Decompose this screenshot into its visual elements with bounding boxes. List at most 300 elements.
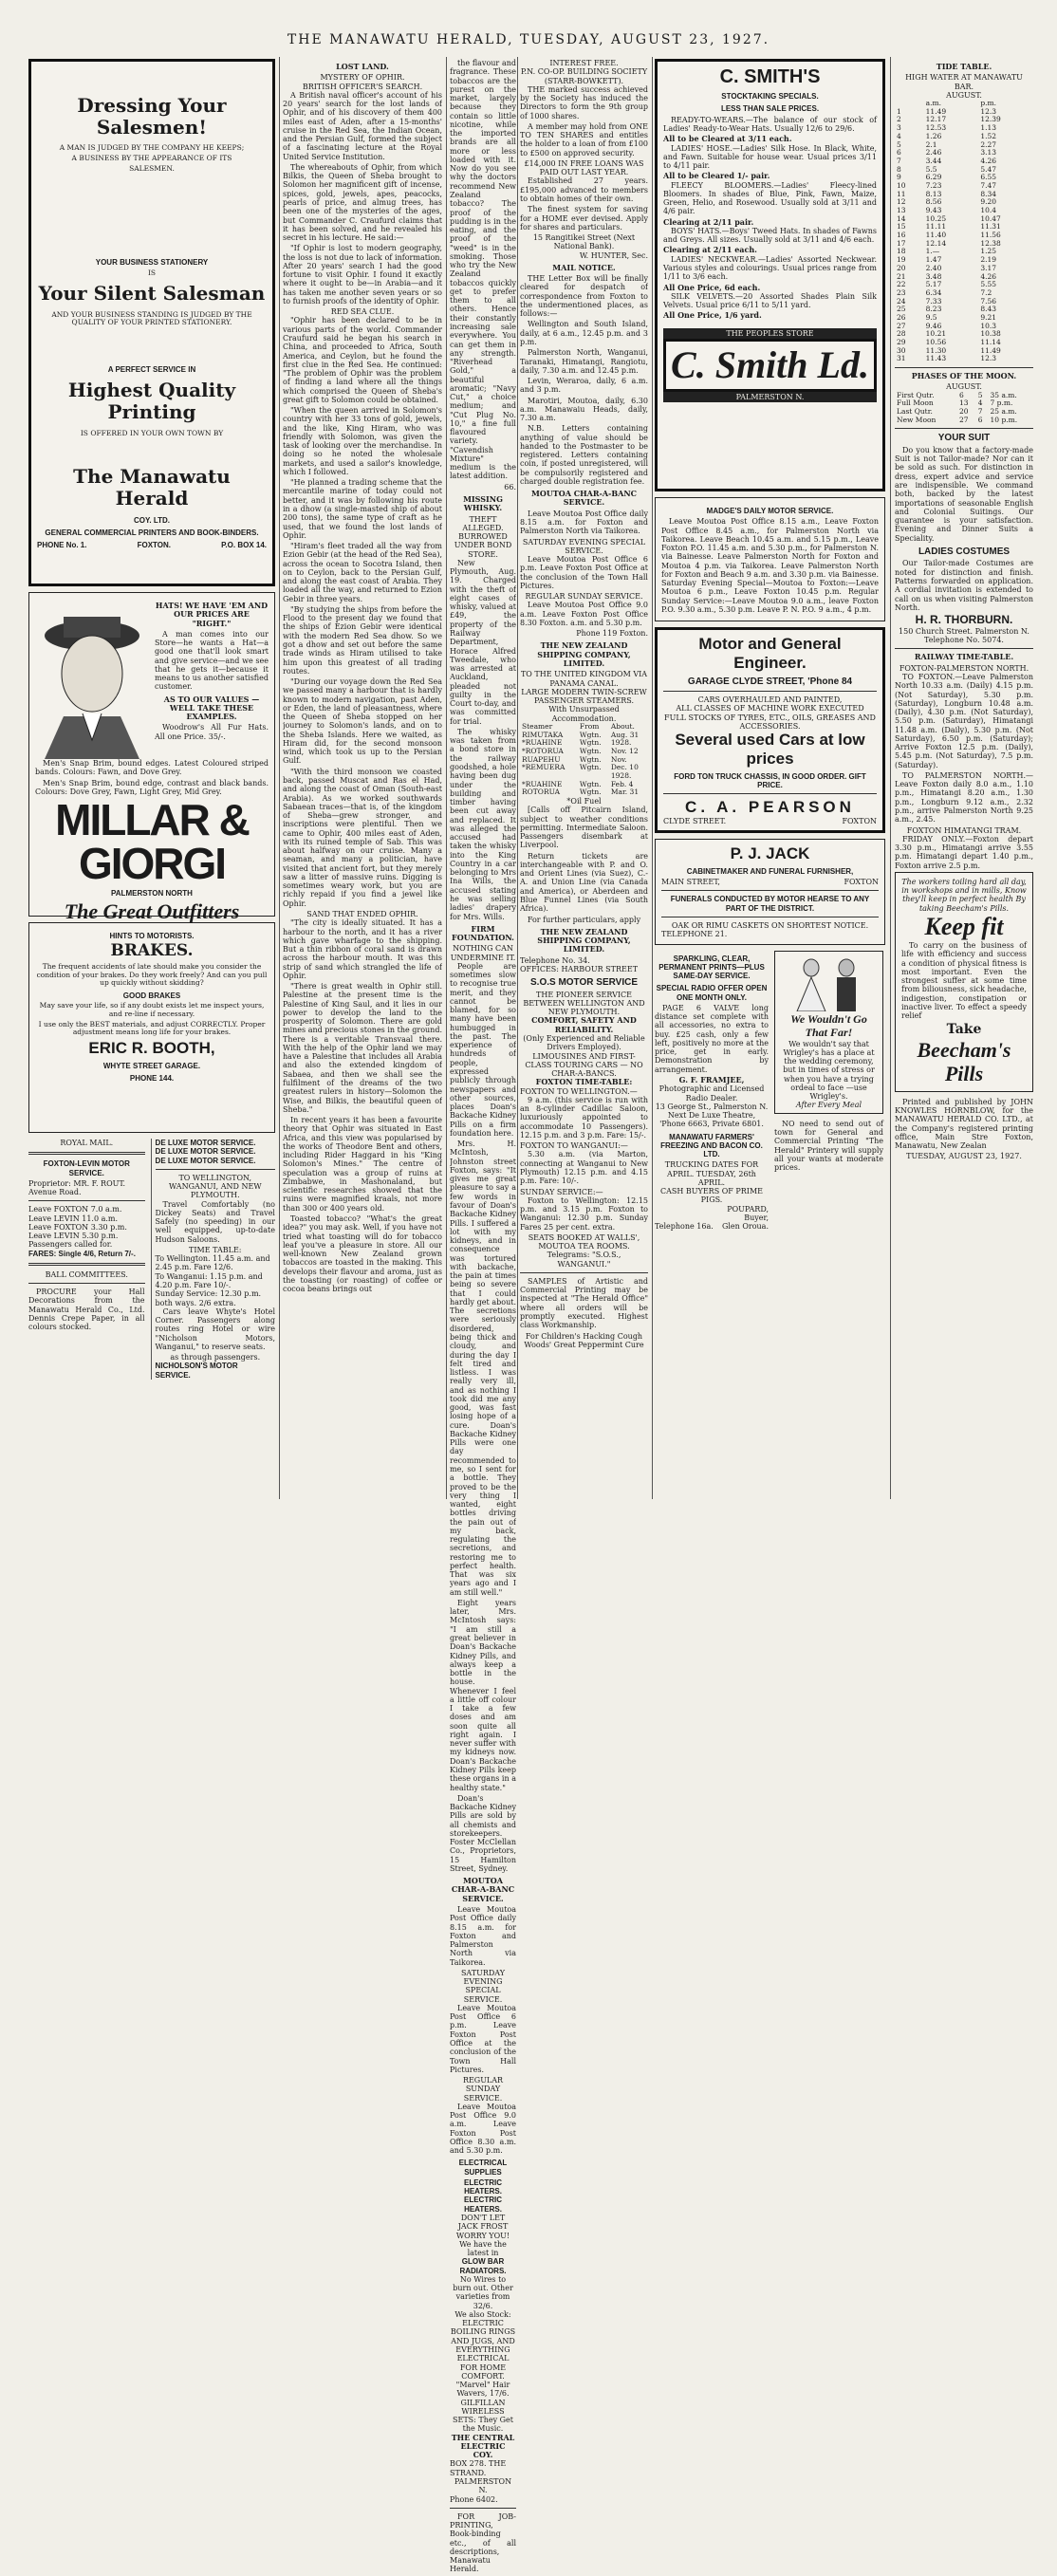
tide-cell: 12.53	[925, 123, 947, 133]
tide-cell: 1.26	[925, 131, 942, 140]
beecham-body: To carry on the business of life with efficiency and success a condition of physical fitness is most important. Even the strongest suffer at some time from biliousness, sick headache, indigestion, constipation or inactive liver. To effect a speedy relief	[901, 941, 1027, 1021]
moon-cell: 7 p.m.	[990, 398, 1013, 408]
moon-cell: 5	[977, 390, 983, 399]
moutoa-text: Leave Moutoa Post Office daily 8.15 a.m. for Foxton and Palmerston North via Taikorea.	[520, 509, 648, 536]
tide-cell: 11	[897, 189, 906, 198]
missing-whisky-heading: MISSING WHISKY.	[463, 494, 503, 513]
shipping-text: [Calls off Pitcairn Island, subject to weather conditions permitting. Intermediate Saloon. Passengers disembark at Liverpool.	[520, 806, 648, 850]
tide-row	[895, 298, 1033, 306]
brakes-heading: BRAKES.	[110, 941, 194, 961]
smith-location: PALMERSTON N.	[663, 392, 877, 402]
tide-cell: 10.56	[925, 338, 947, 346]
motor-engineer: Motor and General Engineer.	[698, 635, 842, 672]
tide-cell: 19	[897, 255, 906, 265]
fares: FARES: Single 4/6, Return 7/-.	[28, 1249, 136, 1258]
mail-text: Palmerston North, Wanganui, Taranaki, Himatangi, Rangiotu, daily, 7.30 a.m. and 12.45 p.m.	[520, 348, 648, 375]
silent-salesman: Your Silent Salesman	[38, 282, 266, 306]
farmers-poupard: POUPARD,	[727, 1204, 769, 1214]
smith-logo: C. Smith Ld.	[663, 339, 877, 392]
tide-cell: 10.3	[980, 321, 997, 330]
tide-cell: 12.39	[980, 115, 1001, 124]
is-text: IS	[147, 268, 157, 277]
man-in-hat-illustration	[35, 598, 149, 759]
sos-route-text: 9 a.m. (this service is run with an 8-cylinder Cadillac Saloon, luxuriously appointed to accommodate 10 Passengers). 12.15 p.m. and 3 p.m. Fare: 15/-.	[520, 1095, 648, 1140]
jack-town: FOXTON	[844, 878, 879, 887]
special-item: LADIES' HOSE.—Ladies' Silk Hose. In Black, White, and Fawn. Suitable for house wear. Usual prices 3/11 to 4/11 pair.	[663, 143, 877, 171]
article-paragraph: "There is great wealth in Ophir still. Palestine at the present time is the Palestine of King Saul, and it lies in our power to develop the land to the prosperity of Solomon. There are gold mines and precious stones in the ground. There is a veritable Transvaal there. With the help of the Ophir land we may have a Palestine that includes all Arabia and also the extended kingdom of Sabaea, and then we shall see the fulfilment of the dreams of the two greatest rulers in history—Solomon the Wise, and Bilkis, the beautiful queen of Sheba."	[283, 982, 442, 1114]
tide-cell: 2.46	[925, 148, 942, 158]
tide-row	[895, 306, 1033, 314]
shipping-text: Return tickets are interchangeable with P. and O. and Orient Lines (via Suez), C.-A. and Union Line (via Canada and America), or Aberdeen and Blue Funnel Lines (via South Africa).	[520, 851, 648, 914]
society-text: Established 27 years. £195,000 advanced to members to obtain homes of their own.	[520, 176, 648, 203]
farmers-phone: Telephone 16a.	[655, 1222, 714, 1232]
fl-time: Leave LEVIN 11.0 a.m.	[28, 1214, 119, 1223]
ship-cell: *ROTORUA	[522, 746, 564, 755]
tobacco-paragraph: the flavour and fragrance. These tobaccos are the purest on the market, largely because they contain so little nicotine, while the imported brands are all more or less loaded with it. Now do you see why the doctors recommend New Zealand tobacco? The proof of the pudding is in the eating, and the proof of the "weed" is in the smoking. Those who try the New Zealand tobaccos quickly get to prefer them to all others. Hence their constantly increasing sale everywhere. You can get them in any strength. "Riverhead Gold," a beautiful aromatic; "Navy Cut," a choice medium; and "Cut Plug No. 10," a fine full flavoured variety. "Cavendish Mixture" medium is the latest addition.	[450, 59, 516, 481]
moutoa-sunday: REGULAR SUNDAY SERVICE.	[525, 592, 643, 602]
moutoa-text: Leave Moutoa Post Office 6 p.m. Leave Foxton Post Office at the conclusion of the Town Hall Pictures.	[450, 2003, 516, 2074]
moon-row	[895, 417, 1033, 425]
perfect-service: A PERFECT SERVICE IN	[107, 364, 196, 374]
keep-fit: Keep fit	[924, 912, 1004, 940]
tide-cell: 5.5	[925, 164, 937, 174]
tide-col-head: a.m.	[925, 99, 942, 108]
tide-cell: 10	[897, 180, 906, 190]
moutoa-saturday: SATURDAY EVENING SPECIAL SERVICE.	[460, 1968, 506, 2004]
moon-cell: 20	[959, 406, 969, 416]
tide-cell: 17	[897, 238, 906, 248]
nz-shipping-large: LARGE MODERN TWIN-SCREW PASSENGER STEAMERS.	[521, 687, 647, 706]
herald-printing-ad	[28, 59, 275, 586]
royal-mail-heading: ROYAL MAIL.	[60, 1139, 114, 1147]
search-subheading: BRITISH OFFICER'S SEARCH.	[302, 82, 423, 91]
ship-cell: Nov. 12	[610, 746, 639, 755]
tide-cell: 1.13	[980, 123, 997, 133]
electric-heaters: ELECTRIC HEATERS. ELECTRIC HEATERS.	[464, 2178, 502, 2214]
ship-cell: 1928.	[610, 738, 632, 748]
theft-subheading: THEFT ALLEGED.	[462, 514, 504, 532]
tide-cell: 25	[897, 305, 906, 314]
herald-coy: COY. LTD.	[133, 515, 171, 525]
tide-cell: 5.55	[980, 280, 997, 289]
hats-headline: HATS! WE HAVE 'EM AND OUR PRICES ARE "RIGHT."	[155, 601, 269, 628]
job-printing: FOR JOB-PRINTING, Book-binding etc., of all descriptions, Manawatu Herald.	[450, 2511, 516, 2574]
special-item: FLEECY BLOOMERS.—Ladies' Fleecy-lined Bloomers. In shades of Blue, Pink, Fawn, Maize, Green, Helio, and Rosewood. Usually sold at 3/11 and 4/6 pair.	[663, 180, 877, 216]
beecham-take: Take	[946, 1022, 982, 1038]
tide-cell: 7.33	[925, 296, 942, 306]
no-wires: No Wires to burn out. Other varieties from 32/6.	[453, 2274, 513, 2310]
tide-cell: 27	[897, 321, 906, 330]
column-1	[28, 59, 275, 1492]
mail-text: THE Letter Box will be finally cleared for despatch of correspondence from Foxton to the undermentioned places, as follows:—	[520, 274, 648, 319]
dressing-line: A MAN IS JUDGED BY THE COMPANY HE KEEPS;	[59, 143, 245, 153]
deluxe-through: as through passengers.	[170, 1353, 261, 1362]
tide-cell: 5.17	[925, 280, 942, 289]
tide-cell: 3.13	[980, 148, 997, 158]
jack-caskets: OAK OR RIMU CASKETS ON SHORTEST NOTICE.	[671, 921, 869, 931]
imprint-date: TUESDAY, AUGUST 23, 1927.	[906, 1152, 1022, 1161]
special-price: All to be Cleared 1/- pair.	[663, 171, 770, 181]
tide-cell: 18	[897, 247, 906, 256]
sos-route: FOXTON TO WANGANUI:—	[520, 1141, 628, 1151]
tide-cell: 5.47	[980, 164, 997, 174]
suit-heading: YOUR SUIT	[937, 433, 991, 444]
article-paragraph: "The city is ideally situated. It has a harbour to the north, and it has a river which gave wharfage to the shipping. But a thin ribbon of coral sand is drawn across the harbour mouth. It was this strip of sand which strangled the life of Ophir.	[283, 918, 442, 980]
pearson-service: FULL STOCKS OF TYRES, ETC., OILS, GREASES AND ACCESSORIES.	[664, 713, 876, 732]
column-rule	[279, 57, 280, 1499]
article-paragraph: "He planned a trading scheme that the mercantile marine of today could not better, and it was by following his route in a dhow (a single-masted ship of about 200 tons), the same type of craft as he used, that we found the lost lands of Ophir.	[283, 478, 442, 540]
tide-cell: 1	[897, 106, 901, 116]
article-paragraph: New Plymouth, Aug. 19. Charged with the theft of eight cases of whisky, valued at £49, the property of the Railway Department, Horace Alfred Tweedale, who was arrested at Auckland, pleaded not guilty in the Court to-day, and was committed for trial.	[450, 558, 516, 726]
sos-heading: S.O.S MOTOR SERVICE	[530, 977, 638, 989]
ball-committees: BALL COMMITTEES.	[45, 1269, 128, 1279]
tide-cell: 23	[897, 287, 906, 297]
moon-cell: New Moon	[897, 415, 936, 424]
society-free-loans: £14,000 IN FREE LOANS WAS PAID OUT LAST YEAR.	[524, 158, 644, 177]
beecham-verse: The workers toiling hard all day, in workshops and in mills, Know they'll keep in perfect health By taking Beecham's Pills.	[901, 877, 1027, 913]
tide-cell: 3	[897, 123, 901, 133]
offered-text: IS OFFERED IN YOUR OWN TOWN BY	[80, 428, 224, 437]
ship-cell: ROTORUA	[522, 788, 561, 797]
article-paragraph: "If Ophir is lost to modern geography, the loss is not due to lack of information. After 20 years' search I had the good fortune to visit Ophir. I found it exactly where it ought to be—in Arabia—and it has taken me another seven years or so to furnish proofs of the identity of Ophir.	[283, 244, 442, 306]
brakes-body-3: I use only the BEST materials, and adjust CORRECTLY. Proper adjustment means long life for your brakes.	[38, 1019, 266, 1037]
ship-cell: RIMUTAKA	[522, 730, 564, 739]
tide-cell: 12	[897, 197, 906, 207]
good-brakes: GOOD BRAKES	[122, 991, 181, 1001]
thorburn-name: H. R. THORBURN.	[915, 613, 1013, 627]
moutoa-heading: MOUTOA CHAR-A-BANC SERVICE.	[451, 1876, 515, 1903]
column-5	[655, 59, 885, 1492]
special-price: All One Price, 1/6 yard.	[663, 310, 762, 321]
tide-cell: 3.17	[980, 263, 997, 272]
society-address: 15 Rangitikei Street (Next National Bank).	[532, 233, 636, 251]
tide-cell: 2	[897, 115, 901, 124]
tide-cell: 7.56	[980, 296, 997, 306]
deluxe-body: Travel Comfortably (no Dickey Seats) and Travel Safely (no speeding) in our well equipped, up-to-date Hudson Saloons.	[155, 1199, 275, 1244]
moon-cell: Full Moon	[897, 398, 934, 408]
snap-brim-1: Men's Snap Brim, bound edges. Latest Coloured striped bands. Colours: Fawn, and Dove Grey.	[35, 759, 269, 777]
foxton-levin-heading: FOXTON-LEVIN MOTOR SERVICE.	[43, 1159, 130, 1177]
tide-cell: 7.47	[980, 180, 997, 190]
masthead: THE MANAWATU HERALD, TUESDAY, AUGUST 23, 1927.	[287, 32, 770, 47]
mail-text: N.B. Letters containing anything of value should be handed to the Postmaster to be registered. Letters containing coin, if posted unregistered, will be compulsorily registered and charged double registration fee.	[520, 424, 648, 486]
tide-row	[895, 232, 1033, 240]
tide-row	[895, 158, 1033, 166]
deluxe-wanganui: To Wanganui: 1.15 p.m. and 4.20 p.m. Fare 10/-.	[155, 1271, 263, 1289]
moon-month: AUGUST.	[946, 382, 982, 392]
article-paragraph: "Ophir has been declared to be in various parts of the world. Commander Craufurd said he began his search in China, and proceeded to Africa, South America, and Ceylon, but he found the first clue in the Red Sea. He continued: "The problem of Ophir was the problem of finding a land where all the things which comprised the Queen of Sheba's great gift to Solomon could be obtained.	[283, 316, 442, 404]
tide-cell: 20	[897, 263, 906, 272]
tide-cell: 6.34	[925, 287, 942, 297]
tide-row	[895, 198, 1033, 207]
tide-cell: 10.25	[925, 213, 947, 223]
madge-heading: MADGE'S DAILY MOTOR SERVICE.	[706, 507, 834, 515]
tide-month: AUGUST.	[946, 90, 982, 100]
fl-time: Leave LEVIN 5.30 p.m.	[28, 1232, 119, 1241]
tide-cell: 2.1	[925, 139, 937, 149]
deluxe-cars-leave: Cars leave Whyte's Hotel Corner. Passengers along routes ring Hotel or wire "Nicholson Motors, Wanganui," to reserve seats.	[155, 1307, 275, 1351]
sos-route: SUNDAY SERVICE:—	[520, 1187, 603, 1196]
deluxe-routes: TO WELLINGTON, WANGANUI, AND NEW PLYMOUTH.	[168, 1173, 262, 1200]
high-water: HIGH WATER AT MANAWATU BAR.	[905, 73, 1023, 91]
dressing-title: Dressing Your Salesmen!	[77, 94, 227, 139]
ship-cell: Wgtn.	[579, 754, 602, 764]
fl-time: Leave FOXTON 3.30 p.m.	[28, 1222, 127, 1232]
beecham-ad	[895, 872, 1033, 1092]
moon-cell: 27	[959, 415, 969, 424]
friday-service: FRIDAY ONLY.—Foxton depart 3.30 p.m., Himatangi arrive 3.55 p.m. Himatangi depart 1.40 p.m., Foxton arrive 2.5 p.m.	[895, 834, 1033, 870]
radio-offer: SPECIAL RADIO OFFER OPEN ONE MONTH ONLY.	[656, 984, 768, 1002]
moon-heading: PHASES OF THE MOON.	[911, 371, 1017, 381]
society-text: THE marked success achieved by the Society has induced the Directors to form the 9th group of 1000 shares.	[520, 84, 648, 120]
tide-table	[895, 100, 1033, 363]
ship-cell: Nov.	[610, 754, 627, 764]
tide-cell: 11.30	[925, 345, 947, 355]
article-paragraph: The whereabouts of Ophir, from which Bilkis, the Queen of Sheba brought to Solomon her magnificent gift of incense, spices, gold, jewels, apes, peacocks, pearls of price, and almug trees, has been one of the mysteries of the ages, but Commander C. Craufurd claims that it has been solved, and he revealed his secret in his lecture. He said:—	[283, 162, 442, 243]
article-paragraph: People are sometimes slow to recognise true merit, and they cannot be blamed, for so many have been humbugged in the past. The experience of hundreds of people, expressed publicly through newspapers and other sources, places Doan's Backache Kidney Pills on a firm foundation here.	[450, 961, 516, 1138]
used-cars: Several used Cars at low prices	[675, 731, 865, 768]
jack-phone: TELEPHONE 21.	[661, 930, 728, 939]
special-price: All One Price, 6d each.	[663, 282, 761, 292]
mail-text: Marotiri, Moutoa, daily, 6.30 a.m. Manawaiu Heads, daily, 7.30 a.m.	[520, 396, 648, 423]
tide-cell: 9.21	[980, 312, 997, 322]
tide-row	[895, 207, 1033, 215]
tide-row	[895, 248, 1033, 256]
jack-frost: DON'T LET JACK FROST WORRY YOU!	[455, 2214, 510, 2240]
tide-row	[895, 223, 1033, 232]
ship-table	[520, 723, 648, 797]
sos-text: LIMOUSINES AND FIRST-CLASS TOURING CARS — NO CHAR-A-BANCS.	[525, 1051, 643, 1079]
society-text: The finest system for saving for a HOME ever devised. Apply for shares and particulars.	[520, 205, 648, 232]
deluxe-timetable: TIME TABLE:	[189, 1245, 242, 1254]
framjee-sparkling: SPARKLING, CLEAR, PERMANENT PRINTS—PLUS SAME-DAY SERVICE.	[658, 954, 765, 981]
ship-cell: *RUAHINE	[522, 779, 563, 788]
tide-cell: 12.3	[980, 106, 997, 116]
framjee-dealer: Photographic and Licensed Radio Dealer.	[658, 1084, 765, 1103]
tide-cell: 3.44	[925, 156, 942, 165]
outfitters-tagline: The Great Outfitters	[64, 899, 240, 924]
ship-col-head: Steamer	[522, 721, 553, 731]
hats-body: A man comes into our Store—he wants a Hat—a good one that'll look smart and give service—and we see that he gets it—because it means to us another satisfied customer.	[155, 629, 269, 692]
tide-cell: 4.26	[980, 156, 997, 165]
farmers-buyer: Buyer,	[744, 1213, 769, 1222]
sos-comfort: COMFORT, SAFETY AND RELIABILITY.	[531, 1015, 637, 1034]
beecham-logo: Beecham's Pills	[917, 1037, 1011, 1086]
deluxe-sunday: Sunday Service: 12.30 p.m. both ways. 2/6 extra.	[155, 1289, 262, 1307]
moon-cell: 4	[977, 398, 983, 408]
special-item: LADIES' NECKWEAR.—Ladies' Assorted Neckwear. Various styles and colourings. Usual prices range from 1/11 to 3/6 each.	[663, 254, 877, 282]
procure-text: PROCURE your Hall Decorations from the Manawatu Herald Co., Ltd. Dennis Crepe Paper, in all colours stocked.	[28, 1288, 145, 1332]
millar-giorgi-ad	[28, 592, 275, 924]
moon-cell: 7	[977, 406, 983, 416]
tide-cell: 21	[897, 271, 906, 281]
tide-cell: 1.52	[980, 131, 997, 140]
pearson-garage: GARAGE CLYDE STREET, 'Phone 84	[687, 676, 853, 687]
smith-name: C. SMITH'S	[719, 66, 821, 87]
stocktaking-heading: STOCKTAKING SPECIALS.	[721, 92, 819, 102]
railway-route: FOXTON-PALMERSTON NORTH.	[899, 663, 1029, 673]
pearson-town: FOXTON	[842, 816, 877, 825]
article-paragraph: "By studying the ships from before the Flood to the present day we found that the ships of Ezion Gebir were identical with the modern Red Sea dhow. So we got a dhow and set out before the same trade winds as Hiram utilised to take him upon this greatest of all trading routes.	[283, 604, 442, 676]
jack-street: MAIN STREET,	[661, 878, 720, 887]
brakes-body-2: May save your life, so if any doubt exists let me inspect yours, and re-line if necessary.	[39, 1001, 265, 1018]
tide-cell: 2.19	[980, 255, 997, 265]
tide-cell: 8.23	[925, 305, 942, 314]
burrowed-subheading: BURROWED UNDER BOND STORE.	[454, 532, 512, 559]
passengers: Passengers called for.	[28, 1240, 113, 1250]
shipping-offices: OFFICES: HARBOUR STREET	[520, 964, 639, 973]
deluxe-heading: DE LUXE MOTOR SERVICE.	[155, 1147, 256, 1157]
article-paragraph: "Hiram's fleet traded all the way from Ezion Gebir (at the head of the Red Sea), across the ocean to Socotra Island, then on to Ceylon, back to the Persian Gulf, and along the east coast of Arabia. They loaded all the way, and returned to Ezion Gebir in three years.	[283, 542, 442, 603]
nz-shipping-heading: THE NEW ZEALAND SHIPPING COMPANY, LIMITED.	[537, 926, 631, 954]
moon-cell: 25 a.m.	[990, 406, 1017, 416]
ship-col-head: About.	[610, 721, 635, 731]
jack-funeral-ad	[655, 839, 885, 944]
tide-row	[895, 339, 1033, 347]
tide-cell: 7.2	[980, 287, 992, 297]
column-2	[283, 59, 442, 1492]
ladies-body: Our Tailor-made Costumes are noted for distinction and finish. Patterns forwarded on application. A cordial invitation is extended to call on us when visiting Palmerston North.	[895, 559, 1033, 612]
tide-cell: 8.13	[925, 189, 942, 198]
values-headline: AS TO OUR VALUES —WELL TAKE THESE EXAMPLES.	[163, 694, 260, 722]
moutoa-text: Leave Moutoa Post Office 6 p.m. Leave Foxton Post Office at the conclusion of the Town Hall Pictures.	[520, 555, 648, 590]
tide-row	[895, 124, 1033, 133]
central-phone: Phone 6402.	[450, 2494, 498, 2504]
article-paragraph: "During our voyage down the Red Sea we passed many a harbour that is hardly known to modern navigation, past Aden, or Eden, the land of pleasantness, where the Queen of Sheba stopped on her journey to Solomon's lands, and on to the Sheba Islands. Here we waited, as Hiram did, for the second monsoon wind, which took us up to the Persian Gulf.	[283, 677, 442, 766]
shipping-phone: Telephone No. 34.	[520, 955, 590, 965]
mail-notice-heading: MAIL NOTICE.	[552, 262, 616, 272]
hacking-cough: For Children's Hacking Cough Woods' Great Peppermint Cure	[524, 1331, 644, 1349]
deluxe-heading: DE LUXE MOTOR SERVICE.	[155, 1156, 256, 1165]
society-secretary: W. HUNTER, Sec.	[579, 250, 648, 260]
boiling-rings: ELECTRIC BOILING RINGS AND JUGS, AND EVERYTHING ELECTRICAL FOR HOME COMFORT.	[450, 2319, 516, 2381]
tide-cell: 11.49	[925, 106, 947, 116]
tide-cell: 8.34	[980, 189, 997, 198]
tide-row	[895, 256, 1033, 265]
sos-route: FOXTON TO WELLINGTON.—	[520, 1086, 638, 1096]
shipping-text: For further particulars, apply	[527, 915, 641, 924]
jack-funerals: FUNERALS CONDUCTED BY MOTOR HEARSE TO ANY PART OF THE DISTRICT.	[670, 895, 870, 913]
also-stock: We also Stock:	[454, 2309, 511, 2319]
tide-row	[895, 141, 1033, 150]
moon-cell: 10 p.m.	[990, 415, 1018, 424]
ship-cell: Mar. 31	[610, 788, 640, 797]
special-item: BOYS' HATS.—Boys' Tweed Hats. In shades of Fawns and Greys. All sizes. Usually sold at 3/11 and 4/6 each.	[663, 226, 877, 245]
tide-cell: 3.48	[925, 271, 942, 281]
tide-row	[895, 116, 1033, 124]
booth-garage: WHYTE STREET GARAGE.	[102, 1061, 201, 1070]
firm-foundation-heading: FIRM FOUNDATION.	[452, 923, 514, 943]
tide-row	[895, 289, 1033, 298]
sos-route-text: Foxton to Wellington: 12.15 p.m. and 3.15 p.m. Foxton to Wanganui: 12.30 p.m. Sunday Fares 25 per cent. extra.	[520, 1195, 648, 1232]
moon-cell: 13	[959, 398, 969, 408]
column-4	[520, 59, 648, 1492]
tide-cell: 7	[897, 156, 901, 165]
tide-row	[895, 166, 1033, 175]
framjee-name: G. F. FRAMJEE,	[678, 1075, 745, 1084]
tide-cell: 9.46	[925, 321, 942, 330]
tide-row	[895, 174, 1033, 182]
ad-code: 66.	[504, 482, 516, 491]
ship-cell: Dec. 10	[610, 763, 639, 772]
ladies-heading: LADIES COSTUMES	[918, 546, 1011, 557]
special-price: Clearing at 2/11 pair.	[663, 216, 754, 227]
mail-text: Wellington and South Island, daily, at 6 a.m., 12.45 p.m. and 3 p.m.	[520, 320, 648, 346]
tide-cell: 1.25	[980, 247, 997, 256]
tide-cell: 29	[897, 338, 906, 346]
sos-text: (Only Experienced and Reliable Drivers Employed).	[523, 1034, 645, 1052]
ship-cell: Wgtn.	[579, 779, 602, 788]
herald-phone: PHONE No. 1.	[37, 541, 87, 550]
tide-cell: 4.26	[980, 271, 997, 281]
railway-text: TO FOXTON.—Leave Palmerston North 10.33 a.m. (Daily) 4.15 p.m. (Not Saturday), 5.30 p.m. (Saturday), Longburn 10.48 a.m. (Daily), 4.30 p.m. (Not Saturday), 5.50 p.m. (Saturday), Himatangi 11.48 a.m. (Daily), 5.30 p.m. (Not Saturday), 6.50 p.m. (Saturday); Arrive Foxton 12.5 p.m. (Daily), 5.45 p.m. (Not Saturday), 7.5 p.m. (Saturday).	[895, 673, 1033, 769]
railway-text: TO PALMERSTON NORTH.—Leave Foxton daily 8.0 a.m., 1.10 p.m., Himatangi 8.20 a.m., 1.30 p.m., Longburn 9.12 a.m., 2.32 p.m., arrive Palmerston North 9.25 a.m., 2.45.	[895, 770, 1033, 825]
tide-cell: 7.23	[925, 180, 942, 190]
tide-cell: 11.31	[980, 222, 1001, 232]
tide-cell: 9.43	[925, 206, 942, 214]
moutoa-phone: Phone 119 Foxton.	[576, 629, 648, 639]
moutoa-sunday: REGULAR SUNDAY SERVICE.	[462, 2076, 504, 2103]
tide-row	[895, 323, 1033, 331]
hints-heading: HINTS TO MOTORISTS.	[109, 932, 195, 940]
glow-bar: GLOW BAR RADIATORS.	[459, 2257, 507, 2275]
moon-cell: Last Qutr.	[897, 406, 933, 416]
railway-heading: RAILWAY TIME-TABLE.	[914, 652, 1014, 662]
thorburn-address: 150 Church Street. Palmerston N. Telephone No. 5074.	[899, 626, 1029, 645]
latest-text: We have the latest in	[459, 2239, 507, 2258]
tide-row	[895, 149, 1033, 158]
sos-route-text: 5.30 a.m. (via Marton, connecting at Wanganui to New Plymouth) 12.15 p.m. and 4.15 p.m. Fare: 10/-.	[520, 1150, 648, 1186]
tide-cell: 16	[897, 231, 906, 240]
sos-timetable: FOXTON TIME-TABLE:	[535, 1077, 633, 1087]
column-3-content	[450, 59, 516, 2576]
nz-shipping-uk: TO THE UNITED KINGDOM VIA PANAMA CANAL.	[520, 670, 648, 688]
farmers-trucking: TRUCKING DATES FOR APRIL. TUESDAY, 26th APRIL.	[664, 1160, 759, 1187]
article-paragraph: In recent years it has been a favourite theory that Ophir was situated in East Africa, and this view was popularised by the works of Theodore Bent and others, including Rider Haggard in his "King Solomon's Mines." The centre of speculation was a group of ruins at Zimbabwe, in Mashonaland, but scientific researches showed that the ruins were magnified kraals, not more than 300 or 400 years old.	[283, 1116, 442, 1213]
pearson-service: ALL CLASSES OF MACHINE WORK EXECUTED	[676, 704, 864, 713]
herald-pobox: P.O. BOX 14.	[221, 541, 267, 550]
article-paragraph: The whisky was taken from a bond store in the railway goodshed, a hole having been dug under the building and timber having been cut away and replaced. It was alleged the accused had taken the whisky into the King Country in a car belonging to Mrs Ina Wills, the accused stating he was selling ladies' drapery for Mrs. Wills.	[450, 727, 516, 921]
moutoa-saturday: SATURDAY EVENING SPECIAL SERVICE.	[522, 537, 646, 555]
woodrow-offer: Woodrow's All Fur Hats. All one Price. 35/-.	[155, 723, 269, 741]
brakes-body: The frequent accidents of late should make you consider the condition of your brakes. Do they work freely? And can you pull up quickly without skidding?	[36, 961, 268, 988]
madge-motor-ad	[655, 497, 885, 621]
tide-cell: 31	[897, 354, 906, 363]
column-rule	[517, 57, 518, 1499]
pearson-engineer-ad	[655, 627, 885, 833]
printery-notice: NO need to send out of town for General and Commercial Printing "The Herald" Printery will supply all your wants at moderate prices.	[774, 1119, 883, 1173]
sos-text: THE PIONEER SERVICE BETWEEN WELLINGTON AND NEW PLYMOUTH.	[523, 990, 645, 1017]
tide-cell: 1.—	[925, 247, 940, 256]
proprietor: Proprietor: MR. F. ROUT.	[28, 1178, 126, 1188]
tide-cell: 11.14	[980, 338, 1001, 346]
moon-cell: 6	[977, 415, 983, 424]
tide-cell: 22	[897, 280, 906, 289]
sos-telegrams: Telegrams: "S.O.S., WANGANUI."	[547, 1251, 621, 1269]
tide-row	[895, 273, 1033, 282]
standing-text: AND YOUR BUSINESS STANDING IS JUDGED BY THE QUALITY OF YOUR PRINTED STATIONERY.	[51, 309, 252, 327]
tide-cell: 10.38	[980, 329, 1001, 339]
jack-name: P. J. JACK	[730, 844, 810, 863]
column-rule	[890, 57, 891, 1499]
jack-trade: CABINETMAKER AND FUNERAL FURNISHER,	[686, 866, 854, 876]
tide-cell: 11.40	[925, 231, 947, 240]
column-6	[895, 59, 1033, 1492]
mail-text: Levin, Weraroa, daily, 6 a.m. and 3 p.m.	[520, 377, 648, 395]
central-palmerston: PALMERSTON N.	[454, 2476, 512, 2495]
suit-body: Do you know that a factory-made Suit is not Tailor-made? Nor can it be sold as such. For distinction in dress, expert advice and service are indispensible. We command both, backed by the latest importations of seasonable English and Colonial Suitings. Our guarantee is your satisfaction. Evening and Dinner Suits a Speciality.	[895, 445, 1033, 543]
himatangi-tram: FOXTON HIMATANGI TRAM.	[906, 825, 1022, 835]
